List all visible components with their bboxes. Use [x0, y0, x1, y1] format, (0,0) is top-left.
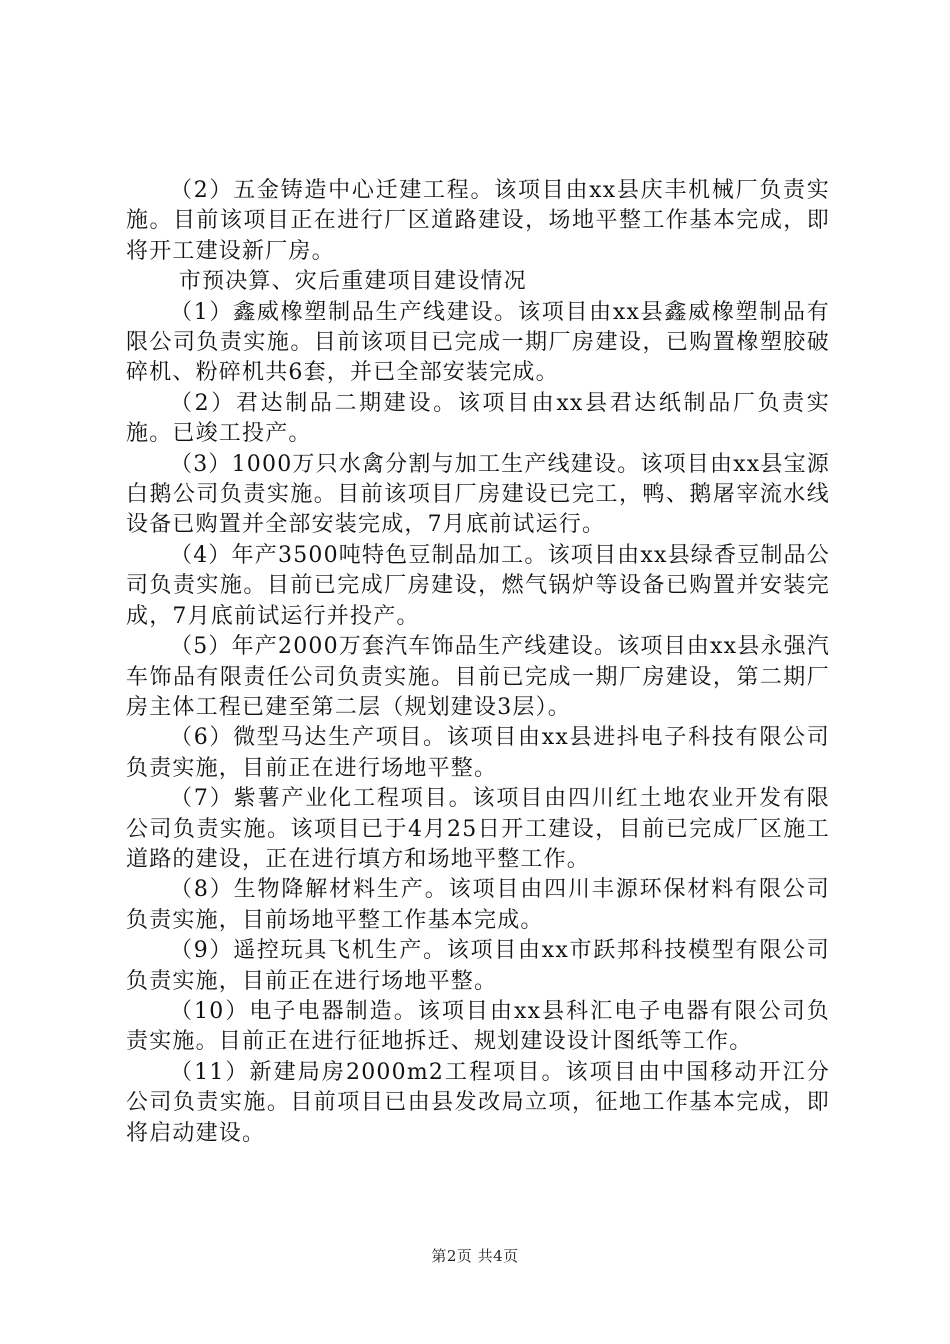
- section-heading: 市预决算、灾后重建项目建设情况: [178, 269, 527, 295]
- paragraph-project-2: （2）君达制品二期建设。该项目由xx县君达纸制品厂负责实施。已竣工投产。: [126, 390, 830, 447]
- paragraph-project-3: （3）1000万只水禽分割与加工生产线建设。该项目由xx县宝源白鹅公司负责实施。目前该项目厂房建设已完工，鸭、鹅屠宰流水线设备已购置并全部安装完成，7月底前试运行。: [126, 451, 831, 538]
- page-footer: 第2页 共4页: [431, 1247, 519, 1265]
- paragraph-project-11: （11）新建局房2000m2工程项目。该项目由中国移动开江分公司负责实施。目前项目已由县发改局立项，征地工作基本完成，即将启动建设。: [126, 1059, 830, 1146]
- paragraph-project-10: （10）电子电器制造。该项目由xx县科汇电子电器有限公司负责实施。目前正在进行征地拆迁、规划建设设计图纸等工作。: [126, 998, 830, 1055]
- paragraph-project-9: （9）遥控玩具飞机生产。该项目由xx市跃邦科技模型有限公司负责实施，目前正在进行场地平整。: [126, 938, 830, 994]
- paragraph-project-5: （5）年产2000万套汽车饰品生产线建设。该项目由xx县永强汽车饰品有限责任公司负责实施。目前已完成一期厂房建设，第二期厂房主体工程已建至第二层（规划建设3层）。: [126, 634, 831, 720]
- paragraph-project-4: （4）年产3500吨特色豆制品加工。该项目由xx县绿香豆制品公司负责实施。目前已完成厂房建设，燃气锅炉等设备已购置并安装完成，7月底前试运行并投产。: [126, 542, 831, 629]
- paragraph-project-6: （6）微型马达生产项目。该项目由xx县进抖电子科技有限公司负责实施，目前正在进行场地平整。: [126, 725, 830, 781]
- paragraph-project-2-hardware-casting: （2）五金铸造中心迁建工程。该项目由xx县庆丰机械厂负责实施。目前该项目正在进行厂区道路建设，场地平整工作基本完成，即将开工建设新厂房。: [126, 178, 830, 264]
- paragraph-project-7: （7）紫薯产业化工程项目。该项目由四川红土地农业开发有限公司负责实施。该项目已于4月25日开工建设，目前已完成厂区施工道路的建设，正在进行填方和场地平整工作。: [126, 786, 830, 872]
- document-body: [126, 176, 830, 1149]
- paragraph-project-1: （1）鑫威橡塑制品生产线建设。该项目由xx县鑫威橡塑制品有限公司负责实施。目前该项目已完成一期厂房建设，已购置橡塑胶破碎机、粉碎机共6套，并已全部安装完成。: [126, 299, 830, 386]
- paragraph-project-8: （8）生物降解材料生产。该项目由四川丰源环保材料有限公司负责实施，目前场地平整工作基本完成。: [126, 877, 830, 933]
